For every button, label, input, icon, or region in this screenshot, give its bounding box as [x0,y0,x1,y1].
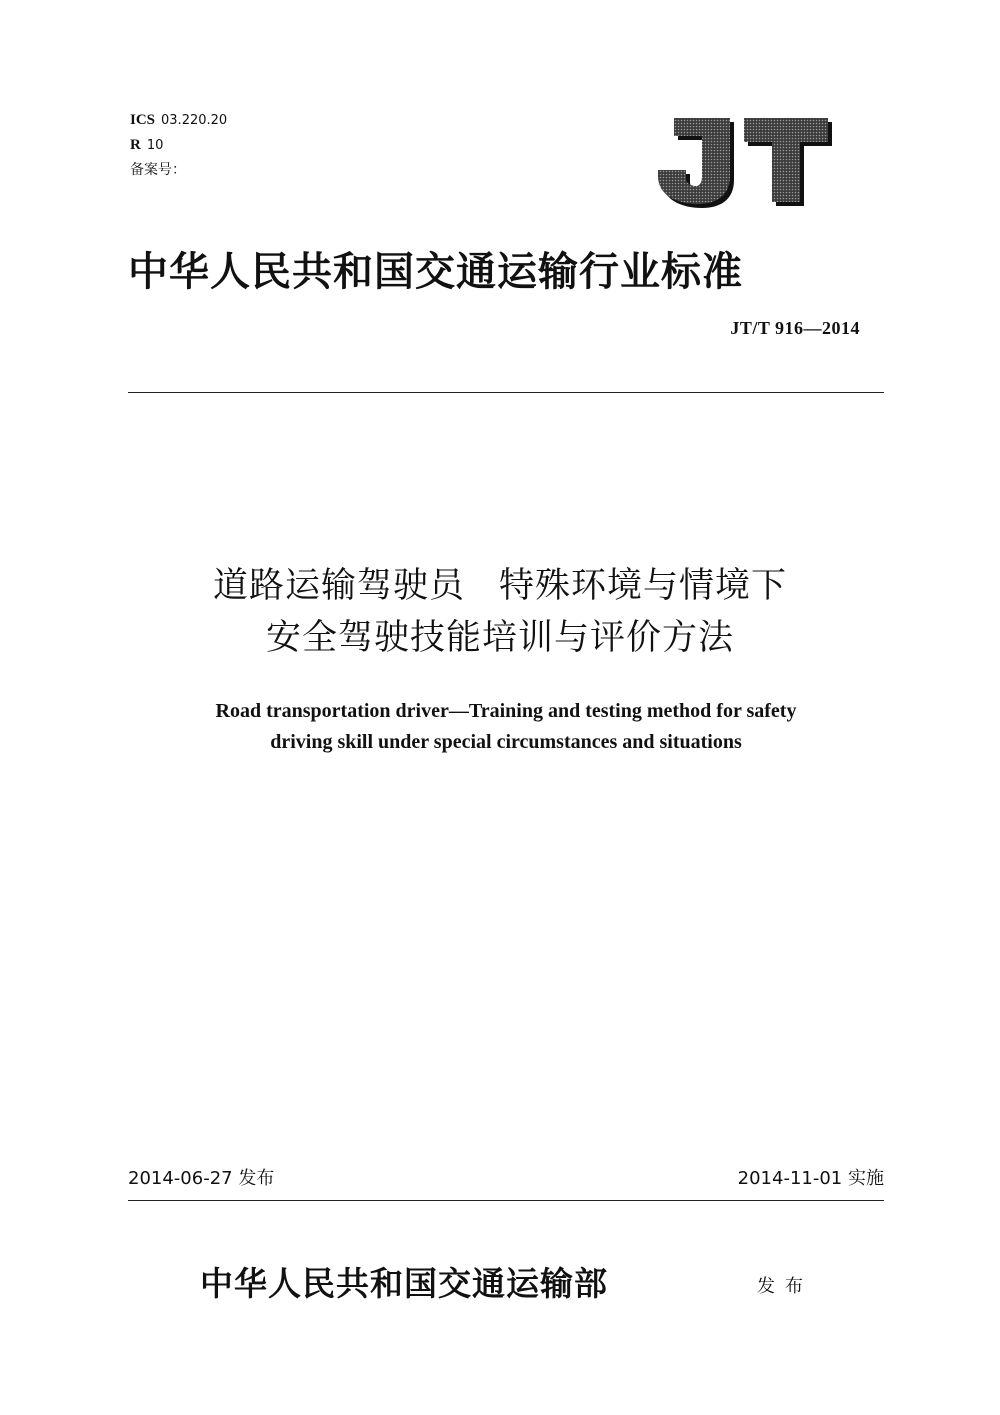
jt-logo [656,116,836,208]
ics-label: ICS [130,112,156,128]
top-divider [128,392,884,393]
issuing-authority: 中华人民共和国交通运输部 [200,1264,608,1303]
classification-row [130,133,227,158]
filing-row [130,158,227,182]
filing-label: 备案号： [130,162,186,178]
issue-date: 2014-06-27 发布 [128,1168,275,1189]
english-title [0,696,1000,758]
ics-row [130,108,227,133]
jt-logo-graphic [656,116,836,208]
chinese-title-part-1: 道路运输驾驶员 [212,566,465,606]
metadata-block [130,108,227,182]
classification-value: 10 [146,138,164,153]
chinese-title-line-2: 安全驾驶技能培训与评价方法 [265,618,734,658]
chinese-title-part-2: 特殊环境与情境下 [499,566,788,606]
ics-value: 03.220.20 [161,113,228,128]
classification-label: R [130,137,141,153]
chinese-title [0,560,1000,664]
issuing-suffix: 发布 [757,1276,813,1297]
implementation-date: 2014-11-01 实施 [737,1168,884,1189]
industry-standard-title: 中华人民共和国交通运输行业标准 [128,248,743,295]
english-title-line-1: Road transportation driver—Training and testing method for safety [215,700,797,722]
chinese-title-line-1 [0,560,1000,612]
bottom-divider [128,1200,884,1201]
english-title-line-2: driving skill under special circumstances and situations [270,731,742,753]
standard-number: JT/T 916—2014 [730,318,860,338]
